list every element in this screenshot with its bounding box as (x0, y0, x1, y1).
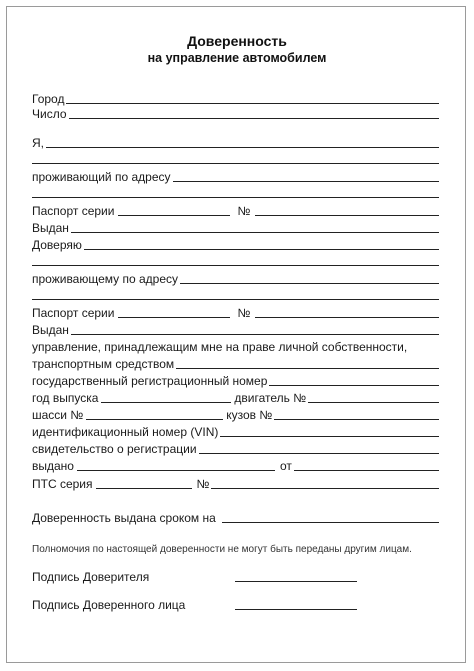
principal-address-field[interactable] (173, 181, 440, 182)
principal-issued-row (32, 221, 439, 235)
engine-field[interactable] (308, 402, 439, 403)
engine-label: двигатель № (234, 391, 307, 405)
issued-label: Выдан (32, 221, 69, 235)
validity-row (32, 511, 439, 525)
agent-passport-series-field[interactable] (118, 317, 230, 318)
passport-issued-field[interactable] (71, 232, 439, 233)
city-field[interactable] (66, 103, 439, 104)
pts-row (32, 477, 439, 491)
principal-signature-row (32, 570, 362, 584)
city-row (32, 92, 439, 106)
validity-label: Доверенность выдана сроком на (32, 511, 216, 525)
reg-number-row (32, 374, 439, 388)
year-engine-row (32, 391, 439, 405)
chassis-field[interactable] (86, 419, 223, 420)
vehicle-row (32, 357, 439, 371)
principal-address-row (32, 170, 439, 184)
year-field[interactable] (101, 402, 231, 403)
reg-certificate-label: свидетельство о регистрации (32, 442, 197, 456)
i-label: Я, (32, 136, 44, 150)
city-label: Город (32, 92, 65, 106)
principal-signature-label: Подпись Доверителя (32, 570, 150, 584)
agent-signature-field[interactable] (235, 609, 357, 610)
agent-name-field-2[interactable] (32, 265, 439, 266)
agent-address-field-2[interactable] (32, 299, 439, 300)
agent-name-field[interactable] (84, 249, 439, 250)
chassis-label: шасси № (32, 408, 84, 422)
agent-address-field[interactable] (180, 283, 439, 284)
vin-field[interactable] (220, 436, 439, 437)
agent-passport-number-field[interactable] (255, 317, 439, 318)
delegation-note: Полномочия по настоящей доверенности не могут быть переданы другим лицам. (32, 544, 412, 555)
residing-label: проживающий по адресу (32, 170, 171, 184)
principal-name-field-2[interactable] (32, 163, 439, 164)
agent-passport-row (32, 306, 439, 320)
cert-date-field[interactable] (294, 470, 439, 471)
pts-number-label: № (196, 477, 210, 491)
cert-issued-row (32, 459, 439, 473)
passport-series-field[interactable] (118, 215, 230, 216)
pts-number-field[interactable] (211, 488, 439, 489)
date-field[interactable] (69, 118, 439, 119)
date-row (32, 107, 439, 121)
vehicle-field[interactable] (176, 368, 439, 369)
agent-passport-number-label: № (237, 306, 251, 320)
date-label: Число (32, 107, 67, 121)
passport-number-field[interactable] (255, 215, 439, 216)
agent-issued-row (32, 323, 439, 337)
reg-number-label: государственный регистрационный номер (32, 374, 268, 388)
agent-signature-label: Подпись Доверенного лица (32, 598, 186, 612)
validity-field[interactable] (222, 522, 439, 523)
year-label: год выпуска (32, 391, 99, 405)
agent-name-row (32, 238, 439, 252)
principal-signature-field[interactable] (235, 581, 357, 582)
body-label: кузов № (226, 408, 273, 422)
principal-name-row (32, 136, 439, 150)
from-label: от (279, 459, 292, 473)
passport-number-label: № (237, 204, 251, 218)
pts-series-label: ПТС серия (32, 477, 93, 491)
document-title: Доверенность (187, 33, 287, 49)
principal-passport-row (32, 204, 439, 218)
principal-name-field[interactable] (46, 147, 439, 148)
issued-label-2: Выдан (32, 323, 69, 337)
residing-to-label: проживающему по адресу (32, 272, 179, 286)
reg-certificate-row (32, 442, 439, 456)
chassis-body-row (32, 408, 439, 422)
cert-issued-field[interactable] (77, 470, 275, 471)
body-field[interactable] (274, 419, 439, 420)
agent-address-row (32, 272, 439, 286)
agent-passport-issued-field[interactable] (71, 334, 439, 335)
principal-address-field-2[interactable] (32, 197, 439, 198)
reg-number-field[interactable] (269, 385, 439, 386)
management-text-row (32, 340, 439, 354)
vehicle-label: транспортным средством (32, 357, 175, 371)
cert-issued-label: выдано (32, 459, 74, 473)
management-text: управление, принадлежащим мне на праве личной собственности, (32, 340, 408, 354)
document-subtitle: на управление автомобилем (147, 51, 327, 65)
reg-certificate-field[interactable] (199, 453, 439, 454)
pts-series-field[interactable] (96, 488, 192, 489)
passport-series-label-2: Паспорт серии (32, 306, 115, 320)
entrust-label: Доверяю (32, 238, 82, 252)
vin-row (32, 425, 439, 439)
passport-series-label: Паспорт серии (32, 204, 115, 218)
agent-signature-row (32, 598, 362, 612)
vin-label: идентификационный номер (VIN) (32, 425, 219, 439)
